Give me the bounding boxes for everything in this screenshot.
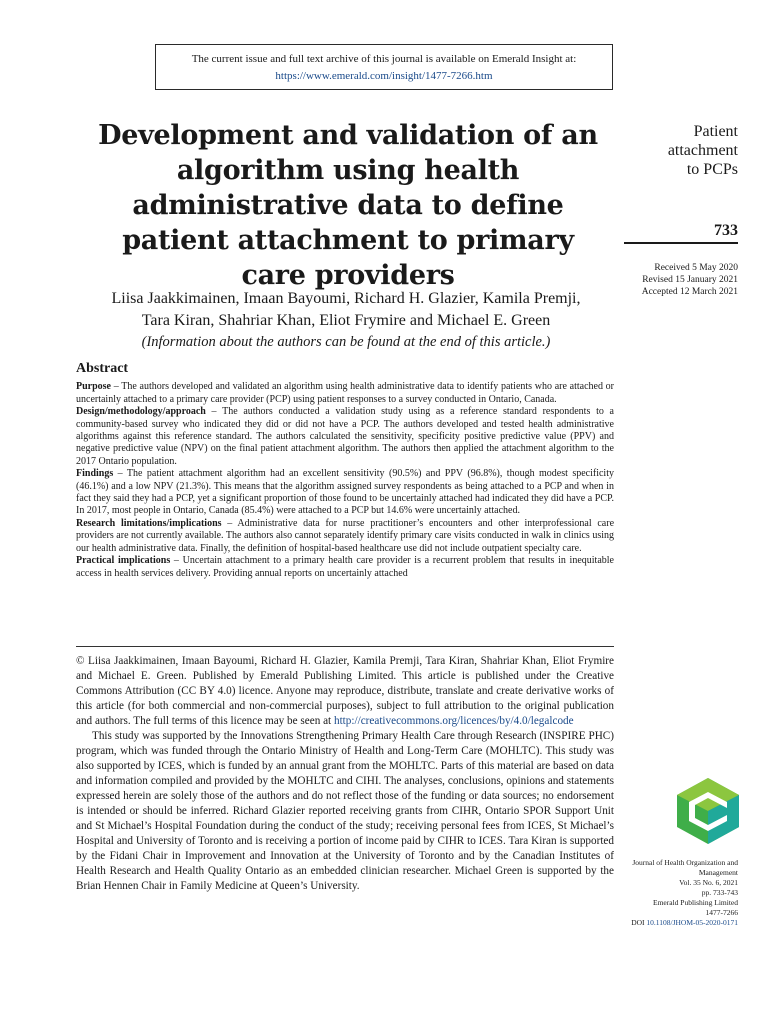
article-title: Development and validation of an algorithm using health administrative data to define patient attachment to primary care providers <box>98 120 598 291</box>
authors-info-note: (Information about the authors can be found at the end of this article.) <box>141 334 551 350</box>
abstract-heading: Abstract <box>76 361 129 376</box>
practical-label: Practical implications <box>76 555 171 567</box>
license-and-funding <box>76 654 614 894</box>
journal-pages: pp. 733-743 <box>701 888 738 897</box>
journal-name-line-2: Management <box>698 868 738 877</box>
design-label: Design/methodology/approach <box>76 406 206 418</box>
journal-name-line-1: Journal of Health Organization and <box>632 858 738 867</box>
doi-label: DOI <box>631 918 647 927</box>
limitations-label: Research limitations/implications <box>76 517 222 529</box>
journal-availability-banner <box>155 44 613 90</box>
journal-volume: Vol. 35 No. 6, 2021 <box>679 878 738 887</box>
page-number: 733 <box>714 222 738 239</box>
purpose-label: Purpose <box>76 381 111 393</box>
abstract-section <box>76 363 614 580</box>
revised-date: Revised 15 January 2021 <box>642 275 738 285</box>
received-date: Received 5 May 2020 <box>654 263 738 273</box>
journal-citation-info <box>614 858 738 928</box>
copyright-paragraph <box>76 654 614 729</box>
article-history <box>600 262 738 298</box>
findings-label: Findings <box>76 468 114 480</box>
purpose-text: – The authors developed and validated an algorithm using health administrative data to identify patients who are attached or uncertainly attached to a primary care provider (PCP) using patient responses to a survey conducted in Ontario, Canada. <box>76 381 614 405</box>
authors-line-1: Liisa Jaakkimainen, Imaan Bayoumi, Richard H. Glazier, Kamila Premji, <box>111 290 581 307</box>
doi-link[interactable]: 10.1108/JHOM-05-2020-0171 <box>646 918 738 927</box>
running-title-line-1: Patient <box>693 123 738 140</box>
running-title-line-3: to PCPs <box>686 161 738 178</box>
abstract-design <box>76 406 614 468</box>
author-list <box>62 288 630 332</box>
abstract-limitations <box>76 518 614 555</box>
page-number-rule <box>624 242 738 244</box>
footnote-divider <box>76 646 614 647</box>
journal-issn: 1477-7266 <box>705 908 738 917</box>
practical-text: – Uncertain attachment to a primary health care provider is a recurrent problem that results in inequitable access in health services delivery. Providing annual reports on uncertainly attached <box>76 555 614 579</box>
abstract-practical <box>76 555 614 580</box>
journal-doi <box>614 918 738 928</box>
journal-url-link[interactable]: https://www.emerald.com/insight/1477-7266.htm <box>275 70 493 82</box>
running-title <box>602 122 738 179</box>
abstract-purpose <box>76 381 614 406</box>
funding-paragraph: This study was supported by the Innovations Strengthening Primary Health Care through Research (INSPIRE PHC) program, which was funded through the Ontario Ministry of Health and Long-Term Care (MOHLTC). This study was also supported by ICES, which is funded by an annual grant from the MOHLTC. Parts of this material are based on data and information compiled and provided by the MOHLTC and CIHI. The analyses, conclusions, opinions and statements expressed herein are solely those of the authors and do not reflect those of the funding or data sources; no endorsement is intended or should be inferred. Richard Glazier reported receiving grants from CIHR, Ontario SPOR Support Unit and St Michael’s Hospital Foundation during the conduct of the study; receiving personal fees from ICES, St Michael’s Hospital and University of Toronto and is receiving a portion of income paid by CIHR to ICES. Tara Kiran is supported by the Fidani Chair in Improvement and Innovation at the University of Toronto and by the Canadian Institutes of Health Research and Health Quality Ontario as an embedded clinician researcher. Michael Green is supported by the Brian Hennen Chair in Family Medicine at Queen’s University. <box>76 730 614 892</box>
accepted-date: Accepted 12 March 2021 <box>641 287 738 297</box>
design-text: – The authors conducted a validation study using as a reference standard respondents to a community-based survey who indicated they did or did not have a PCP. The authors developed and tested health administrative algorithms against this reference standard. The authors calculated the sensitivity, specificity positive predictive value (PPV) and negative predictive value (NPV) on the final patient attachment algorithm. The authors then applied the attachment algorithm to the 2017 Ontario population. <box>76 406 614 467</box>
banner-text: The current issue and full text archive of this journal is available on Emerald Insight at: <box>191 53 577 65</box>
licence-url-link[interactable]: http://creativecommons.org/licences/by/4.0/legalcode <box>333 715 574 727</box>
abstract-findings <box>76 468 614 518</box>
running-title-line-2: attachment <box>667 142 738 159</box>
journal-publisher: Emerald Publishing Limited <box>653 898 738 907</box>
limitations-text: – Administrative data for nurse practitioner’s encounters and other interprofessional care providers are not currently available. The authors also cannot separately identify primary care visits conducted in walk in clinics using our health administrative data. Finally, the definition of hospital-based healthcare use did not include outpatient specialty care. <box>76 517 615 554</box>
creative-commons-logo <box>677 778 739 844</box>
findings-text: – The patient attachment algorithm had an excellent sensitivity (90.5%) and PPV (96.8%), though modest specificity (46.1%) and a low NPV (21.3%). This means that the algorithm assigned survey respondents as being attached to a PCP and when in fact they said they had a PCP, yet a significant proportion of those found to be uncertainly attached had indicated they did have a PCP. In 2017, most people in Ontario, Canada (85.4%) were attached to a PCP but 14.6% were uncertainly attached. <box>76 468 614 517</box>
copyright-text: © Liisa Jaakkimainen, Imaan Bayoumi, Richard H. Glazier, Kamila Premji, Tara Kiran, Shahriar Khan, Eliot Frymire and Michael E. Green. Published by Emerald Publishing Limited. This article is published under the Creative Commons Attribution (CC BY 4.0) licence. Anyone may reproduce, distribute, translate and create derivative works of this article (for both commercial and non-commercial purposes), subject to full attribution to the original publication and authors. The full terms of this licence may be seen at <box>76 655 614 727</box>
authors-line-2: Tara Kiran, Shahriar Khan, Eliot Frymire and Michael E. Green <box>141 312 551 329</box>
